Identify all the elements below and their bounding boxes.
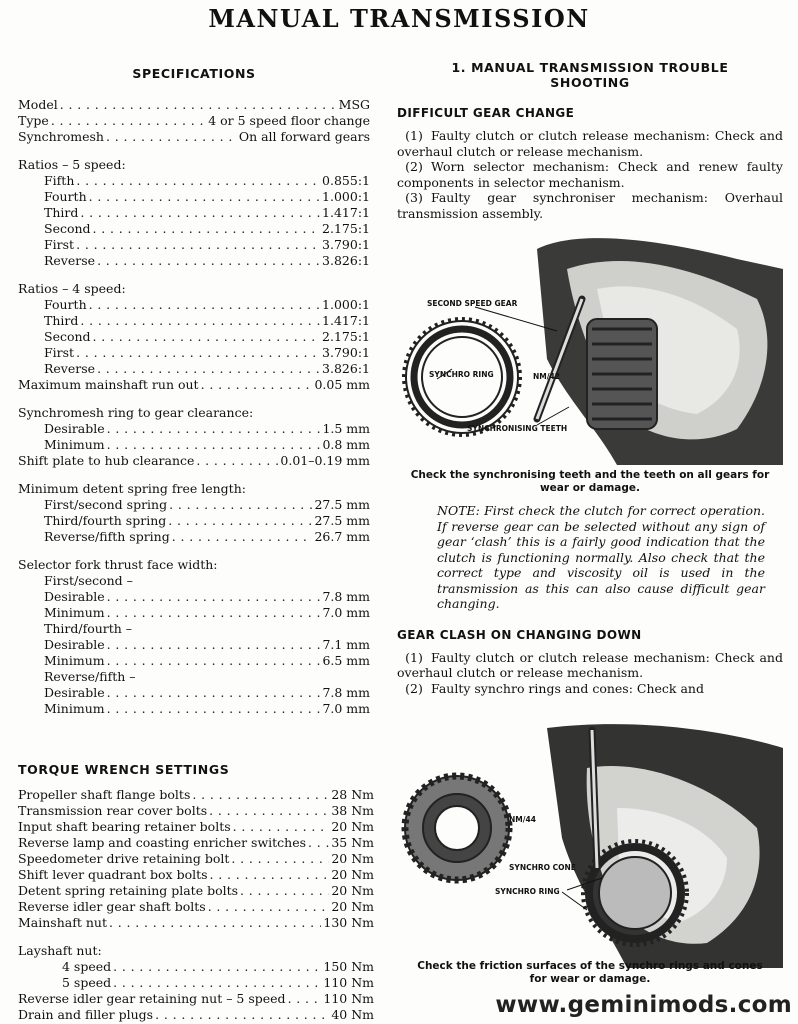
item-text: Faulty gear synchroniser mechanism: Overhaul transmission assembly. — [397, 190, 783, 221]
fork-group-name: Third/fourth – — [44, 621, 133, 636]
leader-dots — [106, 129, 237, 145]
leader-dots — [196, 453, 278, 469]
leader-dots — [107, 605, 321, 621]
spec-label: First — [44, 345, 75, 360]
spec-value: 20 Nm — [331, 819, 374, 834]
spec-label: 5 speed — [62, 975, 112, 990]
spec-label: Fourth — [44, 189, 87, 204]
leader-dots — [155, 1007, 329, 1023]
spec-row — [18, 345, 370, 361]
detent-spring-heading: Minimum detent spring free length: — [18, 481, 246, 496]
spec-value: 20 Nm — [331, 851, 374, 866]
spec-row — [18, 221, 370, 237]
item-text: Faulty clutch or clutch release mechanism: Check and overhaul clutch or release mechanism. — [397, 128, 783, 159]
figure-synchro-cones — [397, 718, 783, 986]
detent-spring-list — [18, 497, 370, 545]
spec-row — [18, 867, 374, 883]
spec-value: 1.417:1 — [322, 313, 370, 328]
spec-label: Desirable — [44, 421, 105, 436]
label-second-speed-gear: SECOND SPEED GEAR — [427, 299, 518, 308]
spec-row — [18, 377, 370, 393]
leader-dots — [308, 835, 329, 851]
spec-value: On all forward gears — [238, 129, 370, 144]
leader-dots — [169, 497, 312, 513]
spec-row — [18, 835, 374, 851]
synchro-clearance-heading: Synchromesh ring to gear clearance: — [18, 405, 254, 420]
item-number: (3) — [405, 190, 423, 205]
leader-dots — [76, 345, 320, 361]
difficult-gear-change-list — [397, 128, 783, 221]
leader-dots — [107, 637, 321, 653]
spec-label: Synchromesh — [18, 129, 104, 144]
spec-row — [18, 497, 370, 513]
ratios-4-list — [18, 297, 370, 377]
spec-value: 7.8 mm — [322, 589, 370, 604]
spec-value: 40 Nm — [331, 1007, 374, 1022]
torque-tail-list — [18, 991, 374, 1023]
numbered-item — [397, 159, 783, 190]
spec-label: Desirable — [44, 685, 105, 700]
spec-label: 4 speed — [62, 959, 112, 974]
ratios-5-heading: Ratios – 5 speed: — [18, 157, 126, 172]
figure2-caption-line2: for wear or damage. — [529, 973, 651, 985]
leader-dots — [233, 819, 330, 835]
troubleshooting-heading-line1: 1. MANUAL TRANSMISSION TROUBLE — [451, 60, 729, 75]
spec-value: 7.8 mm — [322, 685, 370, 700]
spec-row — [18, 237, 370, 253]
leader-dots — [240, 883, 329, 899]
synchro-clearance-list — [18, 421, 370, 453]
numbered-item — [397, 128, 783, 159]
item-text: Faulty clutch or clutch release mechanism: Check and overhaul clutch or release mechanism. — [397, 649, 783, 680]
spec-value: MSG — [338, 97, 370, 112]
label-synchro-cone: SYNCHRO CONE — [509, 863, 576, 872]
label-synchronising-teeth: SYNCHRONISING TEETH — [467, 424, 568, 433]
spec-row — [18, 915, 374, 931]
spec-value: 150 Nm — [323, 959, 374, 974]
spec-value: 28 Nm — [331, 787, 374, 802]
item-number: (2) — [405, 159, 423, 174]
spec-label: Input shaft bearing retainer bolts — [18, 819, 231, 834]
spec-value: 2.175:1 — [322, 329, 370, 344]
leader-dots — [210, 867, 330, 883]
leader-dots — [172, 529, 313, 545]
spec-label: Detent spring retaining plate bolts — [18, 883, 239, 898]
spec-label: Desirable — [44, 637, 105, 652]
spec-row — [18, 653, 370, 669]
spec-row — [18, 173, 370, 189]
spec-row — [18, 361, 370, 377]
leader-dots — [107, 421, 321, 437]
fork-group-name: Reverse/fifth – — [44, 669, 136, 684]
spec-row — [18, 129, 370, 145]
spec-value: 130 Nm — [323, 915, 374, 930]
spec-row — [18, 991, 374, 1007]
spec-row — [18, 453, 370, 469]
ratios-4-heading: Ratios – 4 speed: — [18, 281, 126, 296]
spec-value: 20 Nm — [331, 899, 374, 914]
mainshaft-runout — [18, 377, 370, 393]
ratios-5-list — [18, 173, 370, 269]
spec-label: Desirable — [44, 589, 105, 604]
spec-row — [18, 329, 370, 345]
spec-row — [18, 253, 370, 269]
difficult-gear-change-title: DIFFICULT GEAR CHANGE — [397, 106, 575, 120]
spec-value: 110 Nm — [323, 991, 374, 1006]
leader-dots — [109, 915, 321, 931]
leader-dots — [168, 513, 312, 529]
spec-row — [18, 899, 374, 915]
spec-value: 1.417:1 — [322, 205, 370, 220]
figure-synchronising-teeth — [397, 229, 783, 495]
spec-label: Model — [18, 97, 58, 112]
spec-label: Mainshaft nut — [18, 915, 107, 930]
torque-list — [18, 787, 374, 931]
spec-value: 35 Nm — [331, 835, 374, 850]
leader-dots — [80, 313, 320, 329]
spec-value: 20 Nm — [331, 867, 374, 882]
label-figure-code: NM/42 — [533, 372, 560, 381]
troubleshooting-heading-line2: SHOOTING — [550, 75, 630, 90]
specifications-section — [18, 66, 370, 717]
leader-dots — [89, 189, 320, 205]
spec-row — [18, 637, 370, 653]
spec-label: Reverse idler gear shaft bolts — [18, 899, 206, 914]
spec-value: 4 or 5 speed floor change — [208, 113, 370, 128]
item-number: (2) — [405, 680, 423, 696]
clutch-note: NOTE: First check the clutch for correct operation. If reverse gear can be selected without any sign of gear ‘clash’ this is a fairly good indication that the clutch is functioning normally. Also check that the correct type and viscosity oil is used in the transmission as this can also cause difficult gear changing. — [437, 503, 765, 611]
spec-label: Type — [18, 113, 49, 128]
leader-dots — [107, 589, 321, 605]
spec-row — [18, 529, 370, 545]
spec-row — [18, 313, 370, 329]
spec-value: 7.1 mm — [322, 637, 370, 652]
spec-value: 0.01–0.19 mm — [280, 453, 370, 468]
leader-dots — [93, 221, 321, 237]
spec-label: Reverse/fifth spring — [44, 529, 170, 544]
spec-value: 7.0 mm — [322, 701, 370, 716]
spec-row — [18, 437, 370, 453]
item-text: Worn selector mechanism: Check and renew faulty components in selector mechanism. — [397, 159, 783, 190]
spec-label: Minimum — [44, 653, 105, 668]
leader-dots — [97, 361, 320, 377]
spec-label: Third — [44, 313, 79, 328]
layshaft-heading: Layshaft nut: — [18, 943, 102, 958]
spec-value: 1.000:1 — [322, 297, 370, 312]
spec-row — [18, 701, 370, 717]
spec-label: Transmission rear cover bolts — [18, 803, 208, 818]
leader-dots — [113, 975, 321, 991]
fork-group-name: First/second – — [44, 573, 133, 588]
leader-dots — [113, 959, 321, 975]
leader-dots — [107, 685, 321, 701]
leader-dots — [80, 205, 320, 221]
spec-row — [18, 605, 370, 621]
figure1-caption-line2: wear or damage. — [539, 482, 641, 494]
leader-dots — [107, 701, 321, 717]
spec-label: Shift lever quadrant box bolts — [18, 867, 208, 882]
spec-label: Reverse idler gear retaining nut – 5 speed — [18, 991, 286, 1006]
spec-label: Fifth — [44, 173, 75, 188]
spec-value: 110 Nm — [323, 975, 374, 990]
torque-section — [18, 762, 374, 1023]
spec-label: First/second spring — [44, 497, 168, 512]
label-synchro-ring: SYNCHRO RING — [429, 370, 494, 379]
torque-heading: TORQUE WRENCH SETTINGS — [18, 762, 230, 777]
spec-label: Propeller shaft flange bolts — [18, 787, 191, 802]
item-number: (1) — [405, 649, 423, 665]
leader-dots — [107, 437, 321, 453]
spec-row — [18, 421, 370, 437]
spec-label: Drain and filler plugs — [18, 1007, 154, 1022]
spec-label: Shift plate to hub clearance — [18, 453, 195, 468]
numbered-item — [397, 681, 783, 697]
spec-label: Second — [44, 221, 91, 236]
leader-dots — [209, 803, 329, 819]
spec-row — [18, 803, 374, 819]
spec-label: Reverse — [44, 253, 96, 268]
page-title: MANUAL TRANSMISSION — [208, 4, 590, 33]
spec-label: Maximum mainshaft run out — [18, 377, 199, 392]
leader-dots — [231, 851, 329, 867]
troubleshooting-section — [397, 60, 783, 986]
figure2-caption-line1: Check the friction surfaces of the synchro rings and cones — [417, 960, 763, 972]
spec-value: 20 Nm — [331, 883, 374, 898]
watermark: www.geminimods.com — [495, 992, 792, 1018]
leader-dots — [93, 329, 321, 345]
spec-value: 0.8 mm — [322, 437, 370, 452]
spec-value: 6.5 mm — [322, 653, 370, 668]
figure2-caption — [397, 960, 783, 986]
shift-plate-clearance — [18, 453, 370, 469]
spec-label: Minimum — [44, 605, 105, 620]
figure1-caption-line1: Check the synchronising teeth and the teeth on all gears for — [410, 469, 770, 481]
spec-value: 3.790:1 — [322, 237, 370, 252]
spec-value: 1.5 mm — [322, 421, 370, 436]
label-synchro-ring-2: SYNCHRO RING — [495, 887, 560, 896]
leader-dots — [60, 97, 337, 113]
leader-dots — [89, 297, 320, 313]
synchro-cone-photo — [397, 718, 783, 968]
item-text: Faulty synchro rings and cones: Check and — [431, 680, 704, 696]
item-number: (1) — [405, 128, 423, 143]
spec-value: 0.855:1 — [322, 173, 370, 188]
spec-label: Fourth — [44, 297, 87, 312]
spec-row — [18, 975, 374, 991]
spec-row — [18, 883, 374, 899]
spec-row — [18, 787, 374, 803]
spec-row — [18, 1007, 374, 1023]
leader-dots — [288, 991, 322, 1007]
spec-row — [18, 589, 370, 605]
spec-row — [18, 685, 370, 701]
leader-dots — [51, 113, 206, 129]
spec-label: Second — [44, 329, 91, 344]
gear-clash-title: GEAR CLASH ON CHANGING DOWN — [397, 627, 642, 642]
spec-row — [18, 205, 370, 221]
leader-dots — [201, 377, 313, 393]
label-figure-code-2: NM/44 — [509, 815, 536, 824]
spec-row — [18, 297, 370, 313]
synchro-ring-gear-photo — [397, 229, 783, 465]
general-specs — [18, 97, 370, 145]
figure1-caption — [397, 469, 783, 495]
fork-width-heading: Selector fork thrust face width: — [18, 557, 218, 572]
spec-label: Reverse — [44, 361, 96, 376]
leader-dots — [107, 653, 321, 669]
spec-row — [18, 97, 370, 113]
spec-row — [18, 113, 370, 129]
spec-label: Third — [44, 205, 79, 220]
spec-label: Minimum — [44, 437, 105, 452]
fork-width-list — [18, 573, 370, 717]
spec-value: 27.5 mm — [314, 497, 370, 512]
spec-row — [18, 819, 374, 835]
numbered-item — [397, 190, 783, 221]
leader-dots — [208, 899, 330, 915]
spec-value: 3.790:1 — [322, 345, 370, 360]
spec-row — [18, 513, 370, 529]
spec-row — [18, 851, 374, 867]
spec-label: First — [44, 237, 75, 252]
leader-dots — [76, 237, 320, 253]
spec-label: Speedometer drive retaining bolt — [18, 851, 230, 866]
spec-value: 1.000:1 — [322, 189, 370, 204]
spec-value: 26.7 mm — [314, 529, 370, 544]
spec-label: Minimum — [44, 701, 105, 716]
gear-clash-list — [397, 650, 783, 697]
leader-dots — [192, 787, 329, 803]
spec-value: 3.826:1 — [322, 361, 370, 376]
specifications-heading: SPECIFICATIONS — [132, 66, 256, 81]
spec-value: 7.0 mm — [322, 605, 370, 620]
spec-row — [18, 189, 370, 205]
troubleshooting-heading — [397, 60, 783, 90]
leader-dots — [97, 253, 320, 269]
spec-label: Reverse lamp and coasting enricher switches — [18, 835, 307, 850]
spec-value: 0.05 mm — [314, 377, 370, 392]
layshaft-list — [18, 959, 374, 991]
spec-value: 2.175:1 — [322, 221, 370, 236]
spec-value: 27.5 mm — [314, 513, 370, 528]
leader-dots — [76, 173, 320, 189]
spec-value: 3.826:1 — [322, 253, 370, 268]
spec-row — [18, 959, 374, 975]
spec-label: Third/fourth spring — [44, 513, 167, 528]
numbered-item — [397, 650, 783, 681]
spec-value: 38 Nm — [331, 803, 374, 818]
